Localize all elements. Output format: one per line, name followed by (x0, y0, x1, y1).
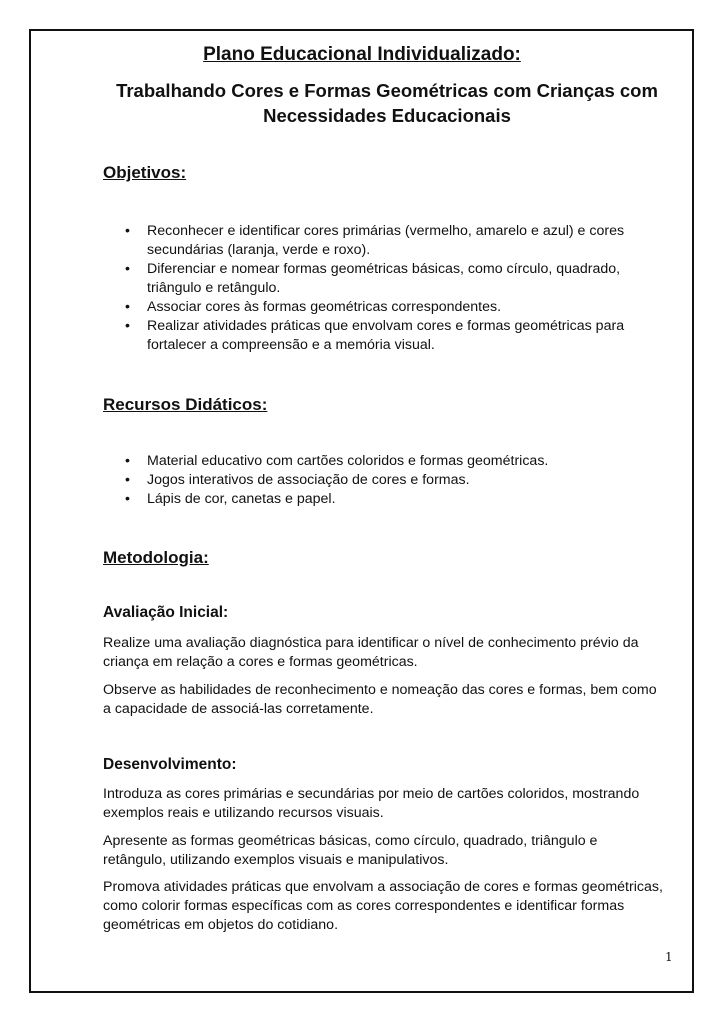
list-item: • Reconhecer e identificar cores primárias (vermelho, amarelo e azul) e cores secundárias (laranja, verde e roxo). (125, 223, 625, 258)
paragraph: Apresente as formas geométricas básicas, como círculo, quadrado, triângulo e retângulo, utilizando exemplos visuais e manipulativos. (103, 833, 598, 868)
recursos-list (103, 452, 663, 509)
list-item: • Lápis de cor, canetas e papel. (125, 491, 336, 507)
subsection-heading-avaliacao: Avaliação Inicial: (103, 604, 229, 621)
list-item: • Jogos interativos de associação de cores e formas. (125, 472, 470, 488)
list-item: • Material educativo com cartões coloridos e formas geométricas. (125, 453, 549, 469)
objetivos-list (103, 222, 663, 355)
list-item: • Realizar atividades práticas que envolvam cores e formas geométricas para fortalecer a compreensão e a memória visual. (125, 318, 625, 353)
bullet-icon: • (125, 299, 130, 315)
subsection-heading-desenvolvimento: Desenvolvimento: (103, 756, 237, 773)
list-item: • Diferenciar e nomear formas geométricas básicas, como círculo, quadrado, triângulo e retângulo. (125, 261, 621, 296)
bullet-icon: • (125, 472, 130, 488)
bullet-icon: • (125, 491, 130, 507)
list-item: • Associar cores às formas geométricas correspondentes. (125, 299, 502, 315)
section-heading-objetivos: Objetivos: (103, 163, 187, 182)
paragraph: Observe as habilidades de reconhecimento e nomeação das cores e formas, bem como a capacidade de associá-las corretamente. (103, 682, 657, 717)
paragraph: Promova atividades práticas que envolvam a associação de cores e formas geométricas, como colorir formas específicas com as cores correspondentes e identificar formas geométricas em objetos do cotidiano. (103, 879, 663, 933)
paragraph: Introduza as cores primárias e secundárias por meio de cartões coloridos, mostrando exemplos reais e utilizando recursos visuais. (103, 786, 640, 821)
section-heading-recursos: Recursos Didáticos: (103, 395, 268, 414)
page-number: 1 (665, 950, 673, 964)
document-subtitle: Trabalhando Cores e Formas Geométricas com Crianças com Necessidades Educacionais (116, 80, 658, 126)
bullet-icon: • (125, 318, 130, 334)
section-heading-metodologia: Metodologia: (103, 548, 209, 567)
bullet-icon: • (125, 261, 130, 277)
bullet-icon: • (125, 453, 130, 469)
paragraph: Realize uma avaliação diagnóstica para identificar o nível de conhecimento prévio da criança em relação a cores e formas geométricas. (103, 635, 639, 670)
bullet-icon: • (125, 223, 130, 239)
document-title: Plano Educacional Individualizado: (203, 44, 521, 65)
